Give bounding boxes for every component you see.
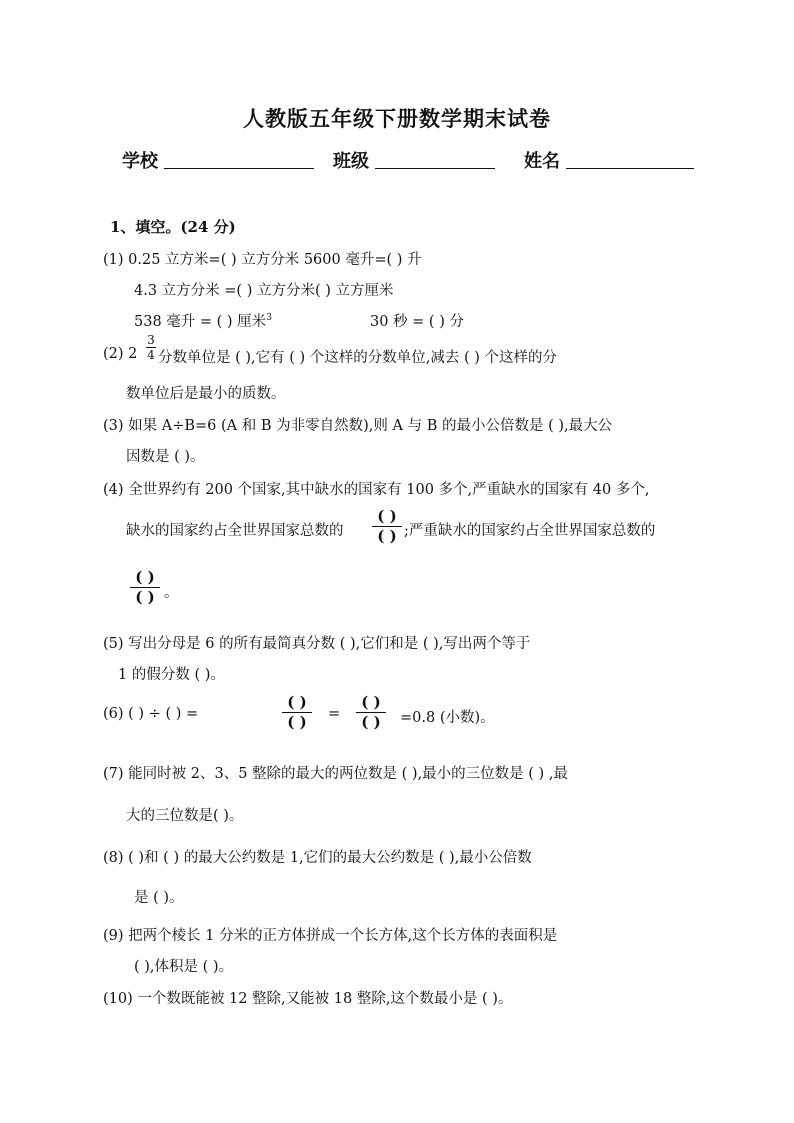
q1-line3 (134, 310, 272, 331)
q4-frac1-num: ( ) (377, 507, 397, 525)
q4-frac2-num: ( ) (135, 568, 155, 586)
q6-fraction-blank-2[interactable] (356, 695, 386, 730)
school-field[interactable] (164, 168, 314, 169)
q6-frac2-den: ( ) (361, 713, 381, 731)
q2-mixed-fraction (146, 334, 156, 361)
q1-line1: (1) 0.25 立方米=( ) 立方分米 5600 毫升=( ) 升 (103, 252, 422, 268)
q4-line2a: 缺水的国家约占全世界国家总数的 (126, 523, 344, 539)
q4-frac2-den: ( ) (135, 588, 155, 606)
class-label: 班级 (333, 151, 369, 172)
q1-line3b: 30 秒 = ( ) 分 (370, 314, 464, 330)
q2-prefix: (2) 2 (103, 346, 138, 362)
section-heading: 1、填空。(24 分) (110, 218, 236, 236)
q5-line2: 1 的假分数 ( )。 (118, 667, 225, 683)
q2-line1: 分数单位是 ( ),它有 ( ) 个这样的分数单位,减去 ( ) 个这样的分 (158, 350, 558, 366)
q8-line2: 是 ( )。 (134, 890, 184, 906)
q6-fraction-blank-1[interactable] (282, 695, 312, 730)
q6-frac1-num: ( ) (287, 693, 307, 711)
q7-line1: (7) 能同时被 2、3、5 整除的最大的两位数是 ( ),最小的三位数是 ( ) ,最 (103, 766, 568, 782)
q4-fraction-blank-2[interactable] (130, 570, 160, 605)
q2-denominator: 4 (147, 348, 155, 362)
q7-line2: 大的三位数是( )。 (126, 808, 244, 824)
q4-fraction-blank-1[interactable] (372, 509, 402, 544)
page-title: 人教版五年级下册数学期末试卷 (243, 106, 551, 131)
school-label: 学校 (122, 151, 158, 172)
q4-line1: (4) 全世界约有 200 个国家,其中缺水的国家有 100 多个,严重缺水的国家有 40 多个, (103, 482, 650, 498)
class-field[interactable] (375, 168, 495, 169)
q2-line2: 数单位后是最小的质数。 (126, 386, 286, 402)
q2-numerator: 3 (147, 333, 155, 347)
q4-frac1-den: ( ) (377, 527, 397, 545)
name-field[interactable] (566, 168, 694, 169)
q3-line1: (3) 如果 A÷B=6 (A 和 B 为非零自然数),则 A 与 B 的最小公倍数是 ( ),最大公 (103, 418, 613, 434)
q4-line2b: ;严重缺水的国家约占全世界国家总数的 (404, 523, 656, 539)
q9-line1: (9) 把两个棱长 1 分米的正方体拼成一个长方体,这个长方体的表面积是 (103, 928, 558, 944)
q6-equals: = (328, 706, 341, 722)
q10-line1: (10) 一个数既能被 12 整除,又能被 18 整除,这个数最小是 ( )。 (103, 991, 513, 1007)
q6-line1: (6) ( ) ÷ ( ) = (103, 706, 199, 722)
q3-line2: 因数是 ( )。 (126, 449, 205, 465)
q5-line1: (5) 写出分母是 6 的所有最简真分数 ( ),它们和是 ( ),写出两个等于 (103, 636, 531, 652)
q9-line2: ( ),体积是 ( )。 (134, 959, 234, 975)
q4-end: 。 (164, 585, 179, 601)
q6-frac1-den: ( ) (287, 713, 307, 731)
q1-superscript: 3 (266, 313, 272, 324)
q6-frac2-num: ( ) (361, 693, 381, 711)
q1-line2: 4.3 立方分米 =( ) 立方分米( ) 立方厘米 (134, 283, 394, 299)
q1-line3-text: 538 毫升 = ( ) 厘米 (134, 314, 267, 330)
q8-line1: (8) ( )和 ( ) 的最大公约数是 1,它们的最大公约数是 ( ),最小公倍数 (103, 850, 532, 866)
name-label: 姓名 (524, 151, 560, 172)
q6-tail: =0.8 (小数)。 (400, 710, 495, 726)
